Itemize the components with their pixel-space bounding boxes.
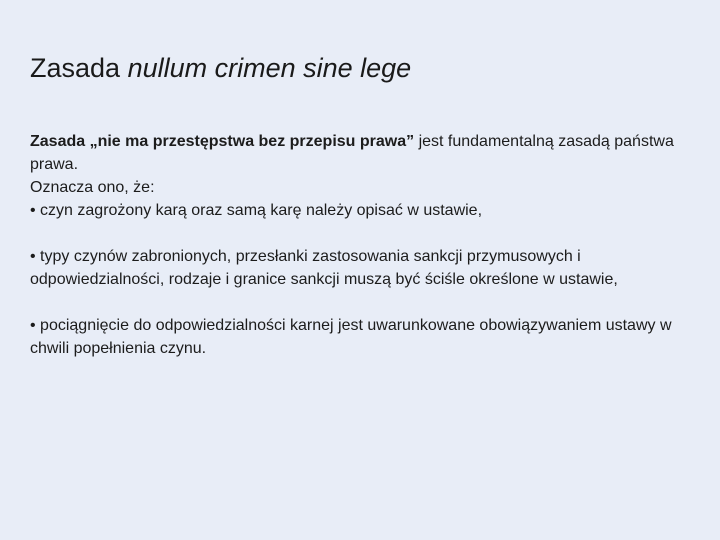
bullet-item-3: • pociągnięcie do odpowiedzialności karnej jest uwarunkowane obowiązywaniem ustawy w chwili popełnienia czynu.	[30, 317, 672, 357]
means-line: Oznacza ono, że:	[30, 179, 155, 196]
spacer	[30, 291, 698, 314]
intro-bold-text: Zasada „nie ma przestępstwa bez przepisu prawa”	[30, 133, 415, 150]
slide-title	[30, 50, 690, 86]
bullet-item-2: • typy czynów zabronionych, przesłanki zastosowania sankcji przymusowych i odpowiedzialności, rodzaje i granice sankcji muszą być ściśle określone w ustawie,	[30, 248, 618, 288]
slide-body	[30, 130, 698, 360]
bullet-item-1: • czyn zagrożony karą oraz samą karę należy opisać w ustawie,	[30, 202, 483, 219]
intro-rest-text: jest fundamentalną zasadą państwa prawa.	[30, 133, 674, 173]
spacer	[30, 222, 698, 245]
intro-paragraph	[30, 130, 698, 176]
title-plain-text: Zasada	[30, 53, 128, 83]
title-italic-text: nullum crimen sine lege	[127, 53, 412, 83]
